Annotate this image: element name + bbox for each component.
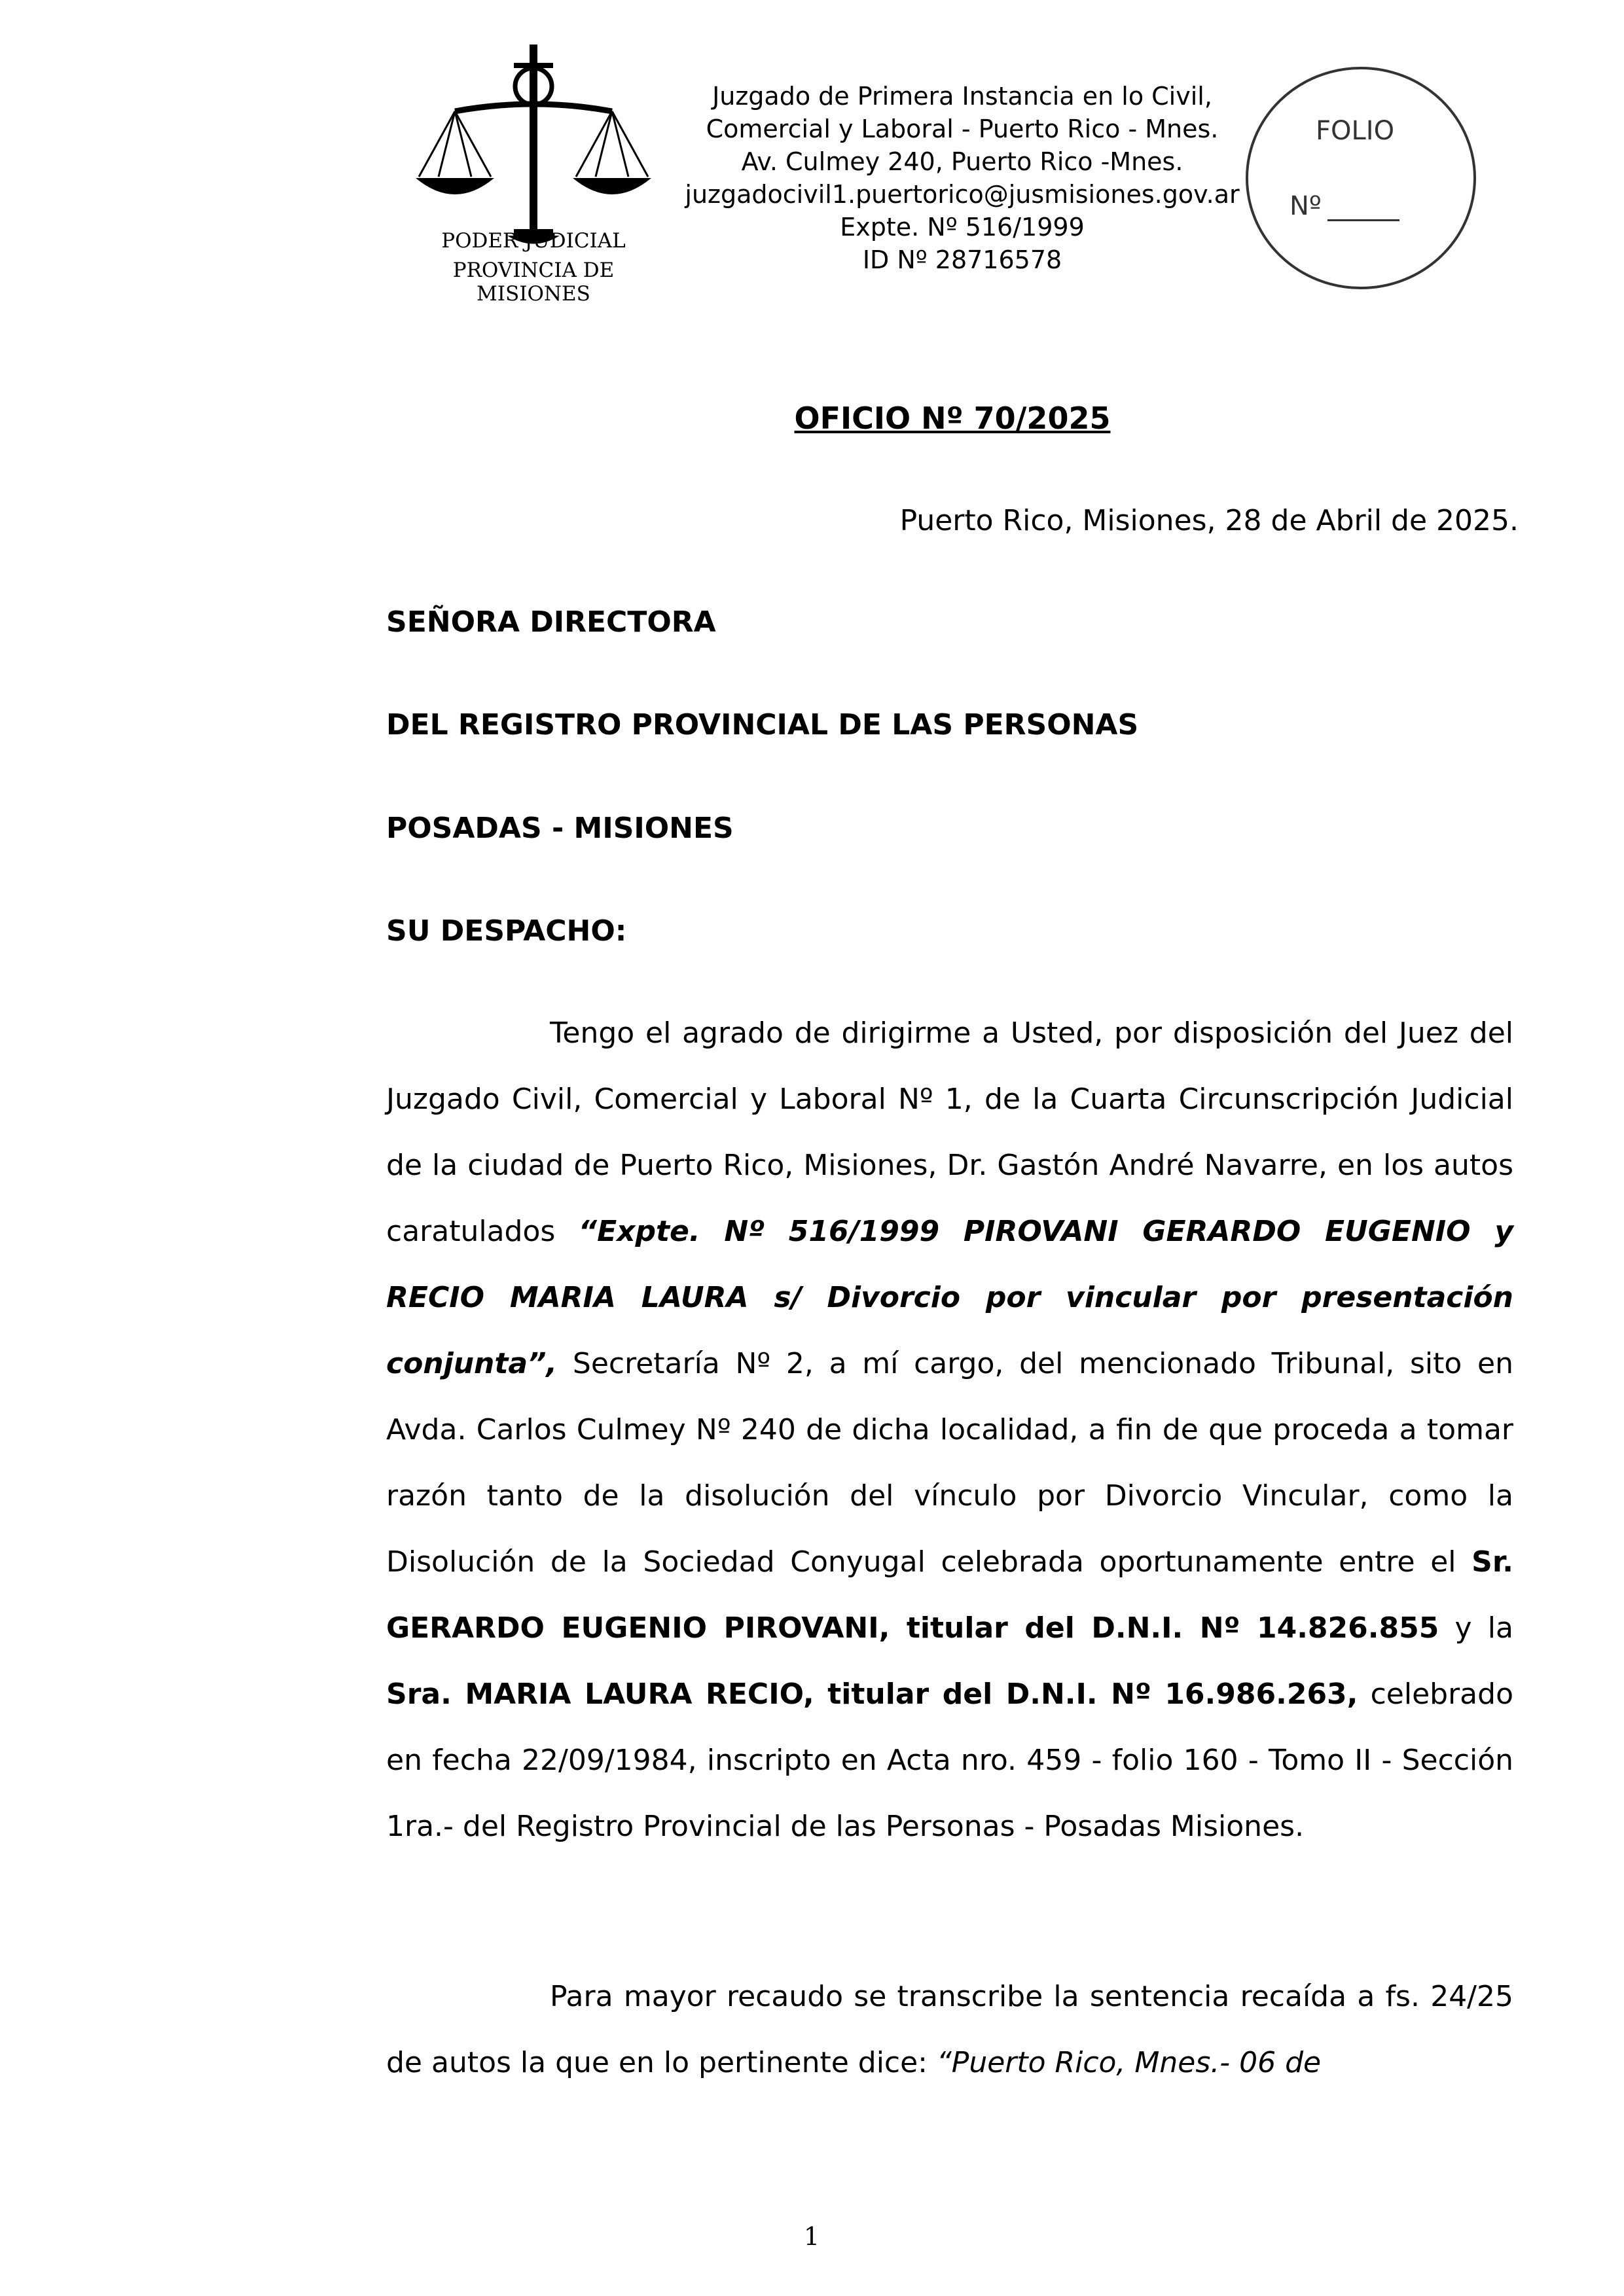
paragraph-2-text-a: Para mayor recaudo se transcribe la sentencia recaída a fs. 24/25 de autos la que en lo pertinente dice: (386, 1980, 1513, 2079)
court-address: Av. Culmey 240, Puerto Rico -Mnes. (741, 147, 1183, 176)
logo-caption-line2: PROVINCIA DE MISIONES (452, 259, 615, 306)
addressee-line2: DEL REGISTRO PROVINCIAL DE LAS PERSONAS (386, 708, 1139, 742)
paragraph-1-text-c: y la (1439, 1611, 1513, 1645)
paragraph-1-text-b: Secretaría Nº 2, a mí cargo, del mencionado Tribunal, sito en Avda. Carlos Culmey Nº 240 de dicha localidad, a fin de que proceda a tomar razón tanto de la disolución del vínculo por Divorcio Vincular, como la Disolución de la Sociedad Conyugal celebrada oportunamente entre el (386, 1347, 1513, 1579)
party-1: Sr. GERARDO EUGENIO PIROVANI, titular del D.N.I. Nº 14.826.855 (386, 1545, 1513, 1645)
addressee-line1: SEÑORA DIRECTORA (386, 605, 716, 639)
addressee-line3: POSADAS - MISIONES (386, 812, 734, 845)
page-number: 1 (803, 2222, 820, 2251)
seal-folio-label: FOLIO (1316, 116, 1395, 146)
court-name-line1: Juzgado de Primera Instancia en lo Civil, (712, 82, 1212, 111)
document-title: OFICIO Nº 70/2025 (794, 401, 1111, 436)
seal-circle (1244, 63, 1478, 293)
court-name-line2: Comercial y Laboral - Puerto Rico - Mnes. (706, 115, 1219, 143)
logo-caption-line1: PODER JUDICIAL (441, 229, 626, 253)
court-email: juzgadocivil1.puertorico@jusmisiones.gov.ar (685, 180, 1240, 209)
case-caption: “Expte. Nº 516/1999 PIROVANI GERARDO EUGENIO y RECIO MARIA LAURA s/ Divorcio por vincular por presentación conjunta”, (386, 1215, 1514, 1380)
case-number: Expte. Nº 516/1999 (840, 213, 1085, 242)
court-header (674, 80, 1250, 276)
party-2: Sra. MARIA LAURA RECIO, titular del D.N.I. Nº 16.986.263, (386, 1677, 1358, 1711)
body-paragraph-1 (386, 1000, 1513, 1859)
judicial-logo (393, 39, 674, 306)
folio-seal (1244, 63, 1478, 293)
seal-number-blank (1327, 219, 1399, 221)
sentence-quote-start: “Puerto Rico, Mnes.- 06 de (936, 2046, 1322, 2079)
paragraph-1-text-d: celebrado en fecha 22/09/1984, inscripto en Acta nro. 459 - folio 160 - Tomo II - Sección 1ra.- del Registro Provincial de las Personas - Posadas Misiones. (386, 1677, 1513, 1843)
paragraph-1-text-a: Tengo el agrado de dirigirme a Usted, por disposición del Juez del Juzgado Civil, Comercial y Laboral Nº 1, de la Cuarta Circunscripción Judicial de la ciudad de Puerto Rico, Misiones, Dr. Gastón André Navarre, en los autos caratulados (386, 1016, 1513, 1248)
addressee-line4: SU DESPACHO: (386, 914, 627, 948)
document-date: Puerto Rico, Misiones, 28 de Abril de 2025. (899, 504, 1519, 537)
body-paragraph-2 (386, 1964, 1513, 2096)
document-id: ID Nº 28716578 (862, 245, 1062, 274)
scales-of-justice-icon (393, 39, 674, 255)
seal-number-label: Nº (1290, 191, 1322, 221)
